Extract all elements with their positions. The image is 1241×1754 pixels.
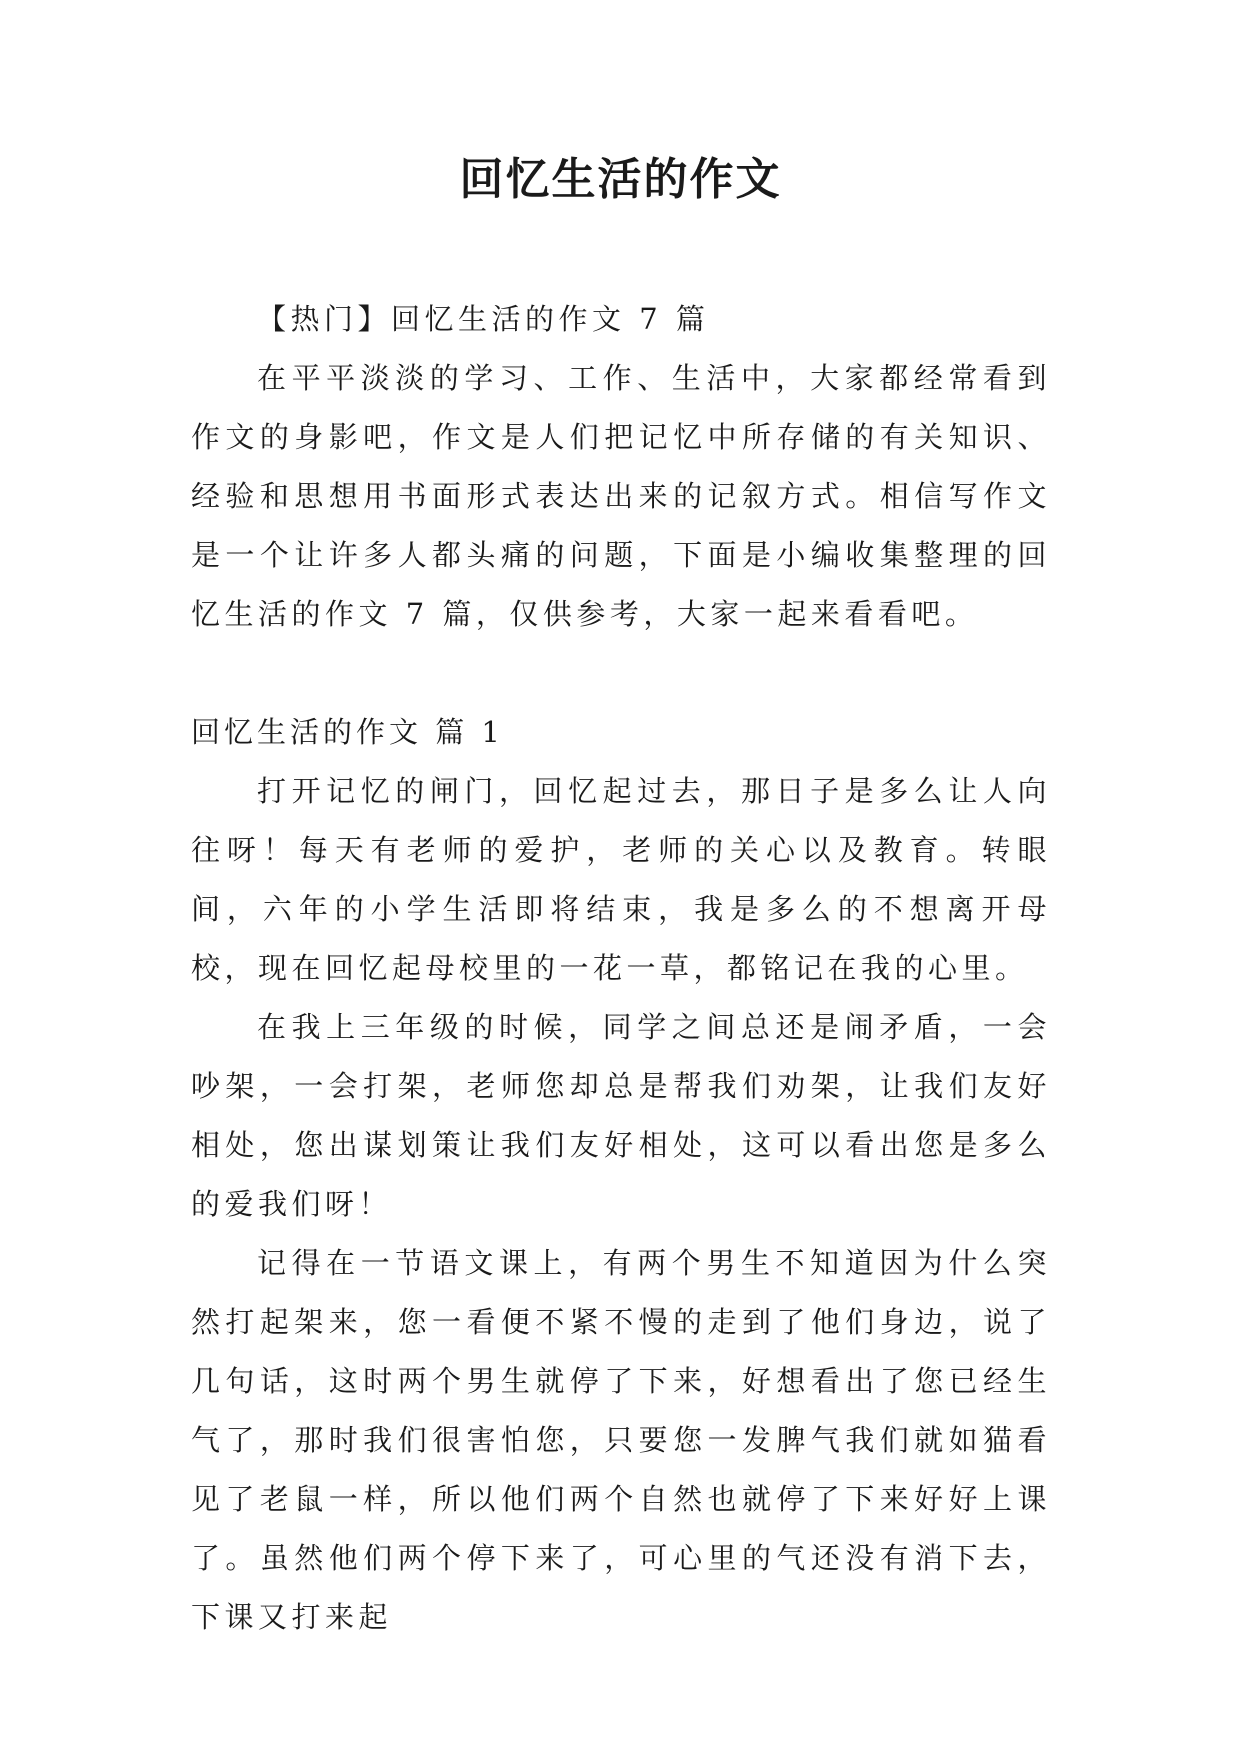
section-heading: 回忆生活的作文 篇 1 — [191, 715, 504, 749]
intro-paragraph: 在平平淡淡的学习、工作、生活中，大家都经常看到作文的身影吧，作文是人们把记忆中所存储的有关知识、经验和思想用书面形式表达出来的记叙方式。相信写作文是一个让许多人都头痛的问题，下面是小编收集整理的回忆生活的作文 7 篇，仅供参考，大家一起来看看吧。 — [191, 361, 1051, 631]
document-title: 回忆生活的作文 — [459, 154, 782, 205]
document-subtitle: 【热门】回忆生活的作文 7 篇 — [257, 302, 710, 336]
body-paragraph: 记得在一节语文课上，有两个男生不知道因为什么突然打起架来，您一看便不紧不慢的走到了他们身边，说了几句话，这时两个男生就停了下来，好想看出了您已经生气了，那时我们很害怕您，只要您一发脾气我们就如猫看见了老鼠一样，所以他们两个自然也就停了下来好好上课了。虽然他们两个停下来了，可心里的气还没有消下去，下课又打来起 — [191, 1246, 1051, 1634]
body-paragraph: 打开记忆的闸门，回忆起过去，那日子是多么让人向往呀！每天有老师的爱护，老师的关心以及教育。转眼间，六年的小学生活即将结束，我是多么的不想离开母校，现在回忆起母校里的一花一草，都铭记在我的心里。 — [191, 774, 1051, 985]
document-body — [191, 290, 1051, 1647]
body-paragraph: 在我上三年级的时候，同学之间总还是闹矛盾，一会吵架，一会打架，老师您却总是帮我们劝架，让我们友好相处，您出谋划策让我们友好相处，这可以看出您是多么的爱我们呀！ — [191, 1010, 1051, 1221]
